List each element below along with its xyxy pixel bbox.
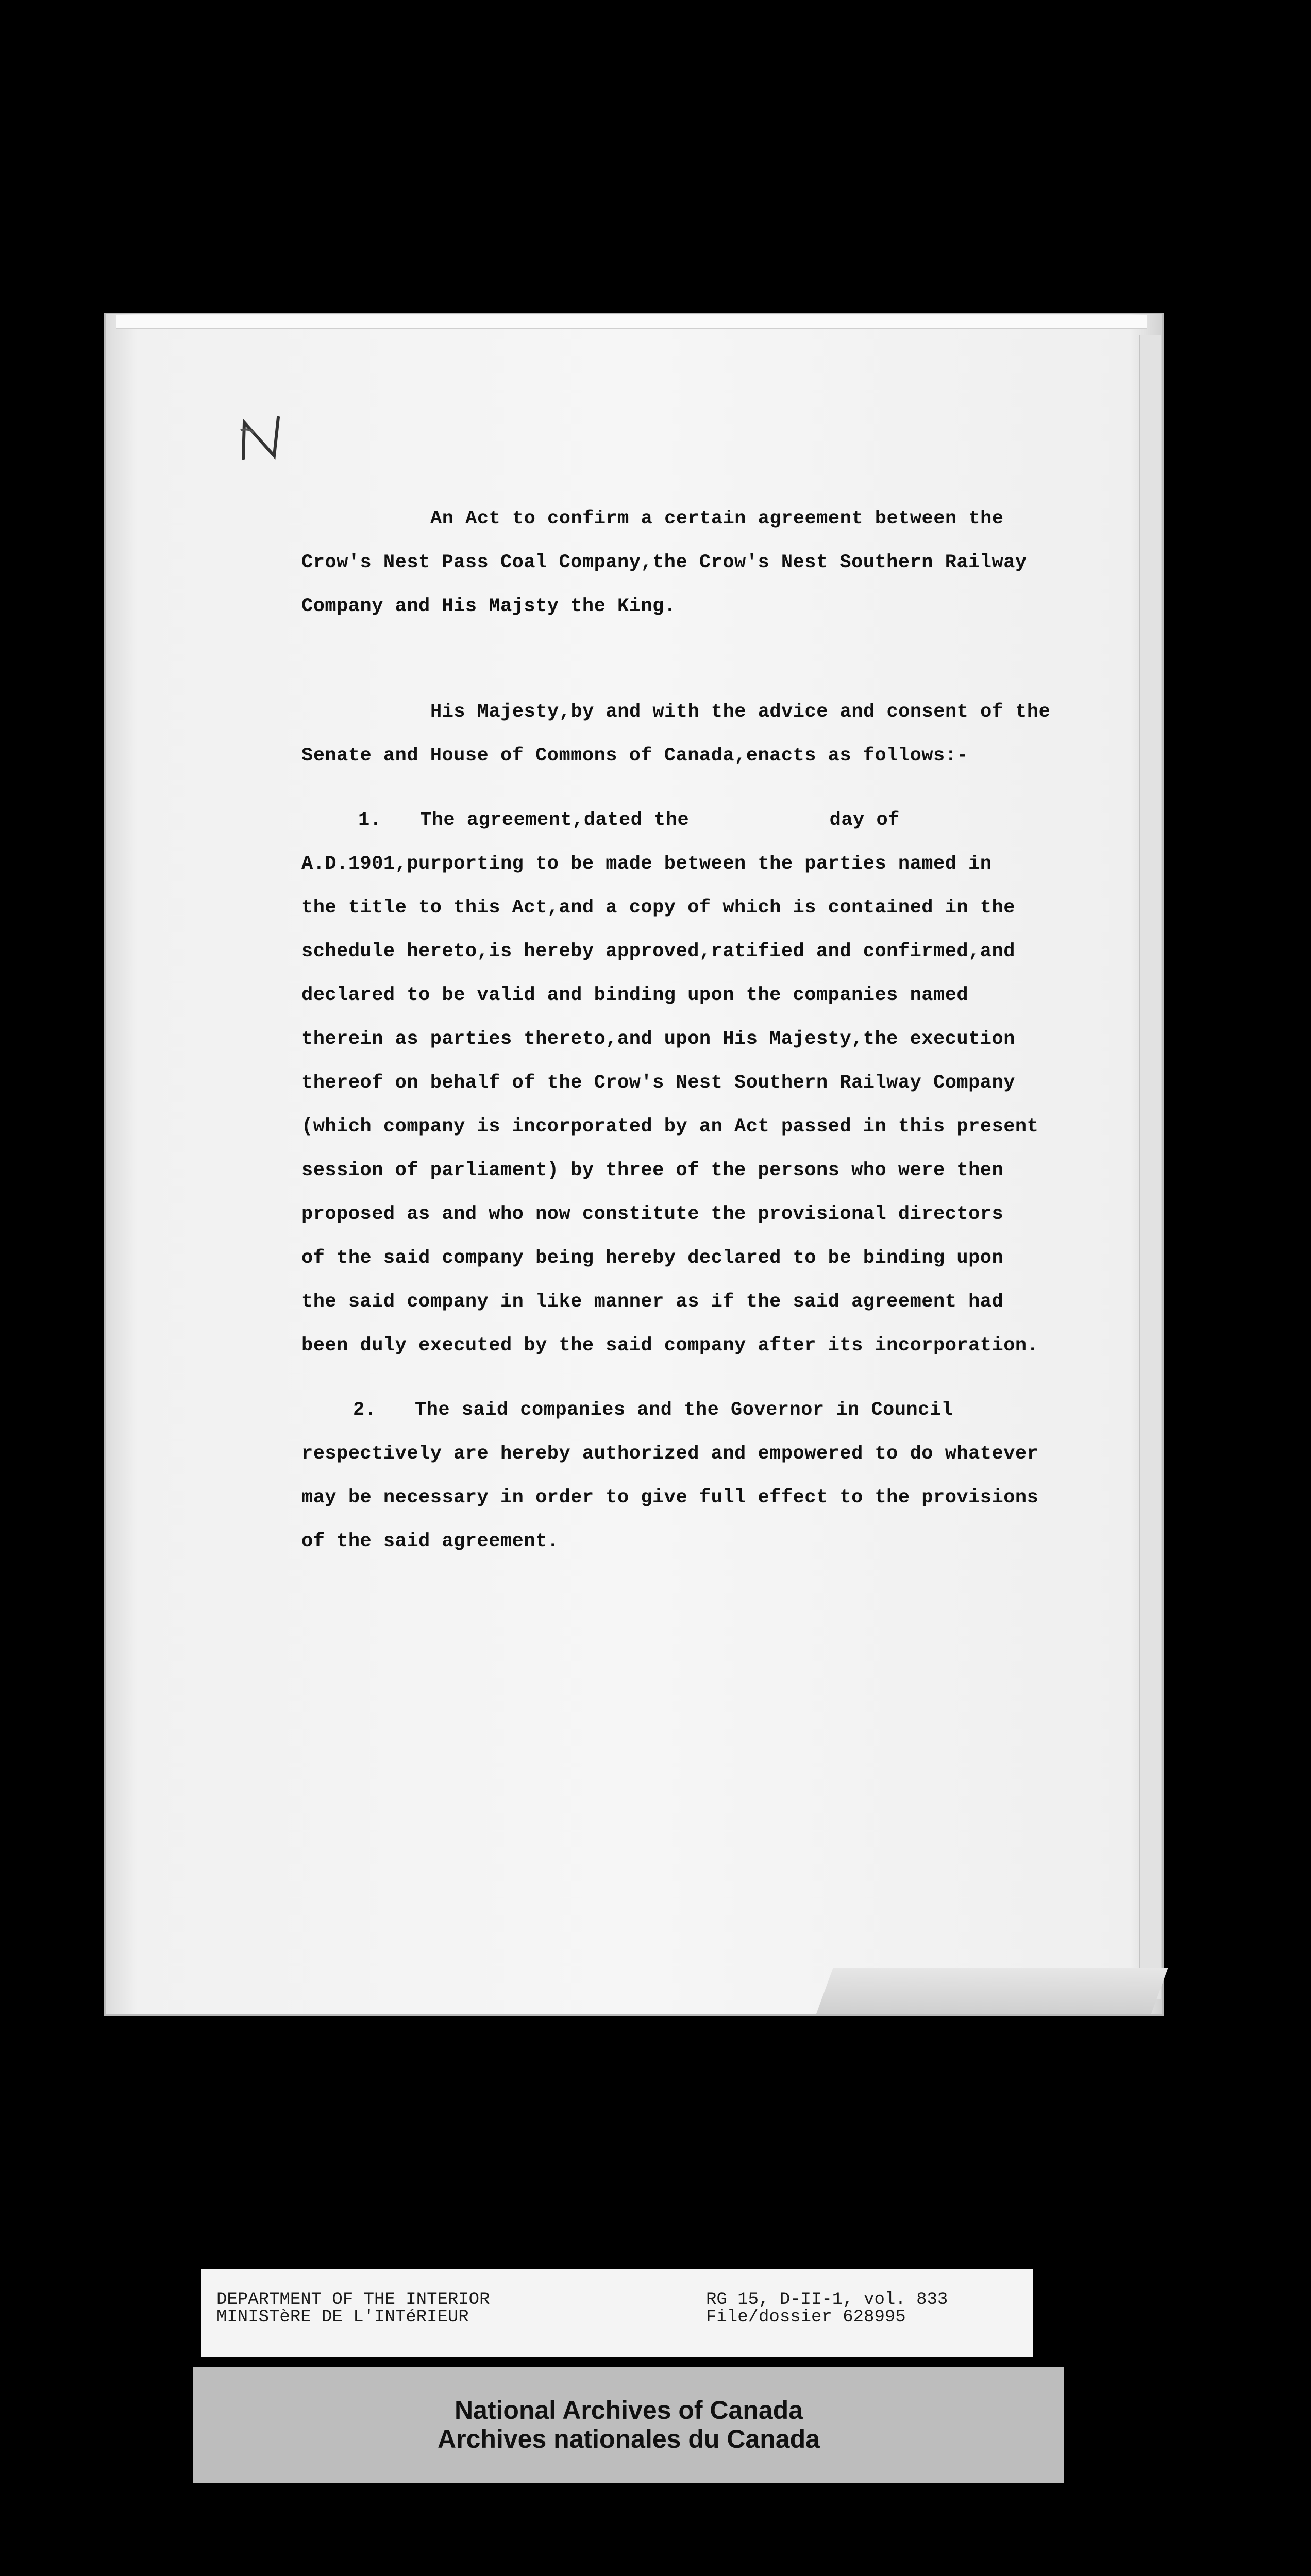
section-1-line: schedule hereto,is hereby approved,ratified and confirmed,and — [301, 941, 1015, 962]
archives-name-english: National Archives of Canada — [454, 2396, 803, 2425]
section-2-number: 2. — [353, 1399, 377, 1421]
national-archives-stamp — [193, 2367, 1064, 2483]
section-1-line: therein as parties thereto,and upon His Majesty,the execution — [301, 1028, 1015, 1050]
enacting-line: His Majesty,by and with the advice and consent of the — [430, 701, 1051, 723]
section-1-line: A.D.1901,purporting to be made between the parties named in — [301, 853, 992, 875]
section-1-line: (which company is incorporated by an Act passed in this present — [301, 1116, 1039, 1138]
title-line: Company and His Majsty the King. — [301, 596, 676, 617]
section-2-first-line — [301, 1388, 1126, 1432]
section-2-text: The said companies and the Governor in Council — [415, 1399, 953, 1421]
title-line: Crow's Nest Pass Coal Company,the Crow's Nest Southern Railway — [301, 552, 1027, 573]
department-french: MINISTèRE DE L'INTéRIEUR — [216, 2308, 469, 2327]
department-english: DEPARTMENT OF THE INTERIOR — [216, 2290, 490, 2310]
section-1-line: of the said company being hereby declared to be binding upon — [301, 1247, 1004, 1269]
section-1-line: been duly executed by the said company after its incorporation. — [301, 1335, 1039, 1357]
handwritten-mark — [238, 412, 287, 466]
file-number: File/dossier 628995 — [706, 2308, 906, 2327]
page-top-edge — [116, 315, 1147, 329]
section-2-line: of the said agreement. — [301, 1531, 559, 1552]
section-1-first-line — [301, 799, 1126, 842]
section-1-line: proposed as and who now constitute the provisional directors — [301, 1204, 1004, 1225]
document-body — [301, 497, 1126, 1564]
record-group-reference: RG 15, D-II-1, vol. 833 — [706, 2290, 948, 2310]
enacting-line: Senate and House of Commons of Canada,enacts as follows:- — [301, 745, 969, 767]
archive-reference-label — [201, 2269, 1033, 2357]
section-1-line: the title to this Act,and a copy of which is contained in the — [301, 897, 1015, 919]
archives-name-french: Archives nationales du Canada — [438, 2425, 820, 2453]
section-2-line: respectively are hereby authorized and empowered to do whatever — [301, 1443, 1039, 1465]
section-1-number: 1. — [358, 809, 382, 831]
section-1-text: The agreement,dated the day of — [420, 809, 900, 831]
page-back-edge — [1139, 335, 1161, 1999]
section-1-line: the said company in like manner as if the said agreement had — [301, 1291, 1004, 1313]
title-line: An Act to confirm a certain agreement between the — [430, 508, 1004, 530]
section-1-line: thereof on behalf of the Crow's Nest Southern Railway Company — [301, 1072, 1015, 1094]
section-1-line: declared to be valid and binding upon the companies named — [301, 985, 969, 1006]
page-bottom-curl — [816, 1968, 1168, 2014]
section-2-line: may be necessary in order to give full effect to the provisions — [301, 1487, 1039, 1509]
section-1-line: session of parliament) by three of the persons who were then — [301, 1160, 1004, 1181]
